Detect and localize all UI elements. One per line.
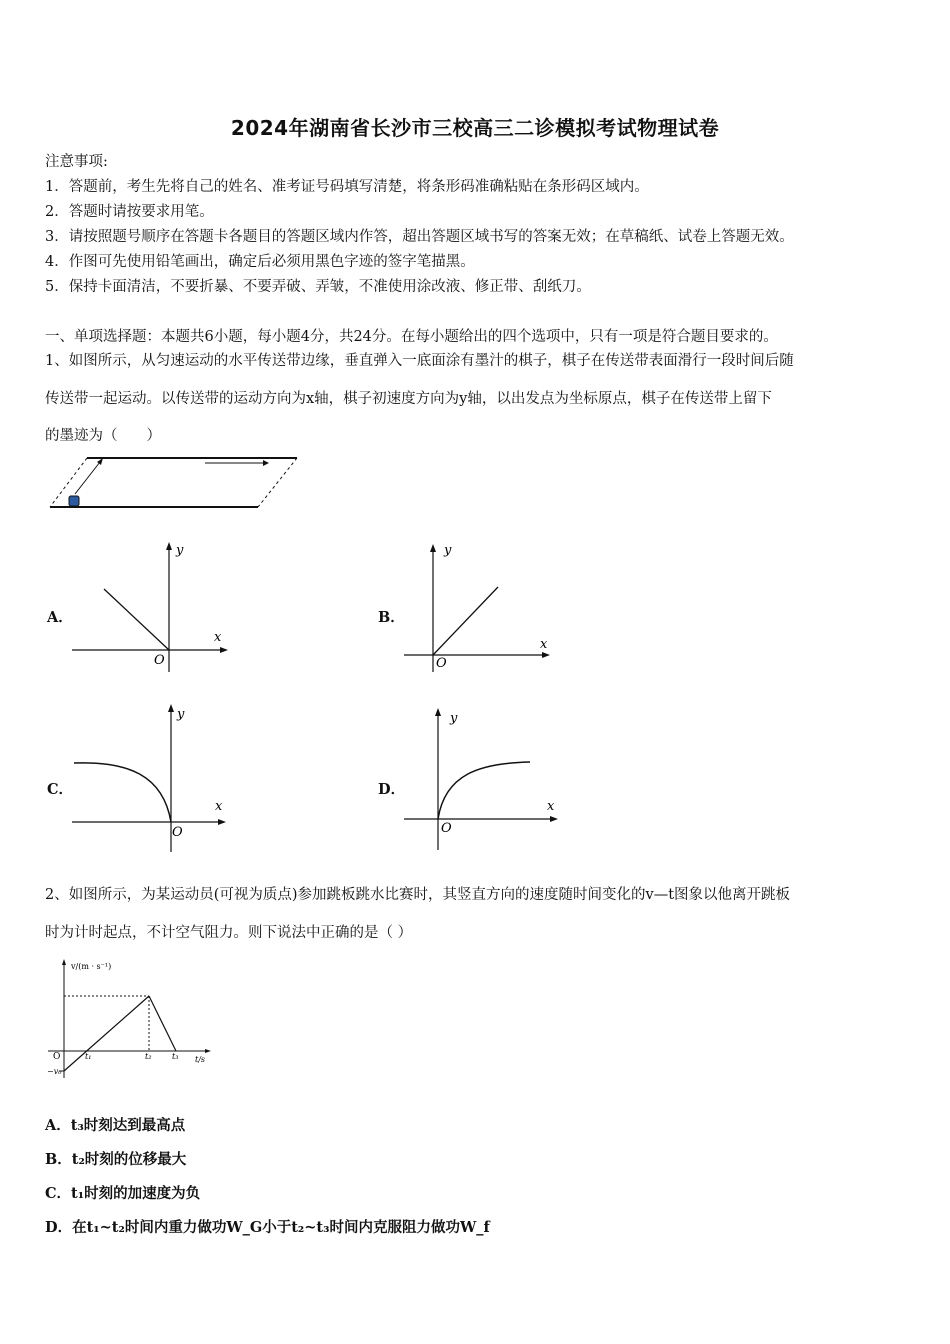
vt-origin-label: O (53, 1052, 61, 1062)
q2-answer-d: D．在t₁~t₂时间内重力做功W_G小于t₂~t₃时间内克服阻力做功W_f (45, 1219, 490, 1236)
q2-answer-c: C．t₁时刻的加速度为负 (45, 1185, 201, 1202)
notice-item-4: 4．作图可先使用铅笔画出，确定后必须用黑色字迹的签字笔描黑。 (45, 254, 475, 270)
q2-answer-a: A．t₃时刻达到最高点 (45, 1117, 186, 1134)
t3-label: t₃ (172, 1052, 179, 1061)
q2-vt-graph (45, 953, 225, 1088)
q1-graph-c (68, 700, 238, 855)
axis-y-label: y (176, 543, 184, 558)
origin-label: O (154, 653, 165, 668)
conveyor-belt-figure (45, 452, 305, 514)
q1-line-3: 的墨迹为（ ） (45, 428, 161, 444)
v-axis-label: v/(m · s⁻¹) (71, 962, 112, 971)
axis-y-label: y (450, 711, 458, 726)
q1-option-a-label: A． (47, 609, 73, 626)
origin-label: O (441, 821, 452, 836)
q1-option-c-label: C． (47, 781, 74, 798)
q1-line-1: 1、如图所示，从匀速运动的水平传送带边缘，垂直弹入一底面涂有墨汁的棋子，棋子在传送带表面滑行一段时间后随 (45, 353, 794, 369)
notice-heading: 注意事项: (45, 154, 108, 170)
q1-option-b-label: B． (378, 609, 405, 626)
notice-item-2: 2．答题时请按要求用笔。 (45, 204, 214, 220)
notice-item-3: 3．请按照题号顺序在答题卡各题目的答题区域内作答，超出答题区域书写的答案无效；在草稿纸、试卷上答题无效。 (45, 229, 794, 245)
axis-x-label: x (215, 799, 223, 814)
q1-line-2: 传送带一起运动。以传送带的运动方向为x轴，棋子初速度方向为y轴，以出发点为坐标原点，棋子在传送带上留下 (45, 391, 772, 407)
q1-option-d-label: D． (378, 781, 406, 798)
axis-y-label: y (177, 707, 185, 722)
q2-line-1: 2、如图所示，为某运动员(可视为质点)参加跳板跳水比赛时，其竖直方向的速度随时间变化的v—t图象以他离开跳板 (45, 887, 791, 903)
axis-x-label: x (214, 630, 222, 645)
origin-label: O (436, 656, 447, 671)
axis-y-label: y (444, 543, 452, 558)
neg-v0-label: −v₀ (47, 1067, 62, 1076)
t1-label: t₁ (85, 1052, 92, 1061)
notice-item-1: 1．答题前，考生先将自己的姓名、准考证号码填写清楚，将条形码准确粘贴在条形码区域内。 (45, 179, 649, 195)
chess-piece-icon (69, 496, 79, 506)
origin-label: O (172, 825, 183, 840)
notice-item-5: 5．保持卡面清洁，不要折暴、不要弄破、弄皱，不准使用涂改液、修正带、刮纸刀。 (45, 279, 591, 295)
section-1-heading: 一、单项选择题：本题共6小题，每小题4分，共24分。在每小题给出的四个选项中，只有一项是符合题目要求的。 (45, 329, 778, 345)
axis-x-label: x (540, 637, 548, 652)
q1-graph-b (400, 538, 560, 674)
t2-label: t₂ (145, 1052, 152, 1061)
axis-x-label: x (547, 799, 555, 814)
page-title: 2024年湖南省长沙市三校高三二诊模拟考试物理试卷 (230, 116, 720, 140)
q2-answer-b: B．t₂时刻的位移最大 (45, 1151, 187, 1168)
q1-graph-d (400, 704, 565, 854)
q1-graph-a (68, 538, 238, 674)
t-axis-label: t/s (195, 1055, 206, 1064)
q2-line-2: 时为计时起点，不计空气阻力。则下说法中正确的是（ ） (45, 925, 413, 941)
